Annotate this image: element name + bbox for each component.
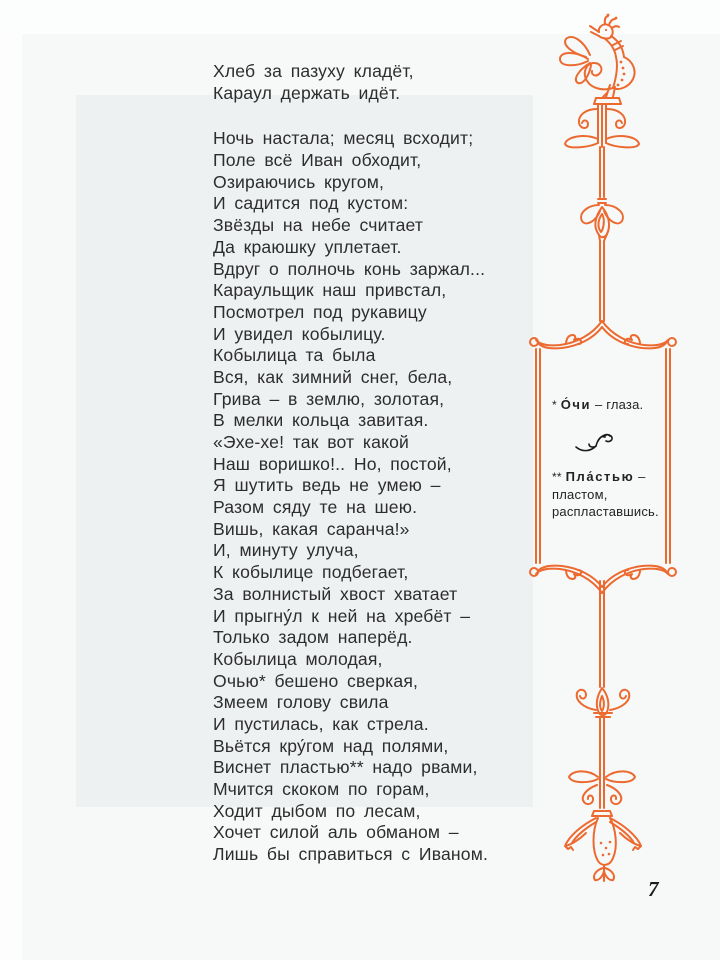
poem-column	[213, 61, 488, 866]
poem-line: Вся, как зимний снег, бела,	[213, 366, 453, 387]
poem-line: И прыгну́л к ней на хребёт –	[213, 605, 471, 626]
poem-line: Вьётся кру́гом над полями,	[213, 735, 449, 756]
bellflower-ornament-icon	[565, 811, 641, 881]
poem-line: Только задом наперёд.	[213, 627, 413, 648]
footnote-marker: *	[552, 398, 557, 412]
footnote-marker: **	[552, 470, 562, 484]
footnote-panel	[552, 396, 666, 520]
poem-line: Змеем голову свила	[213, 692, 389, 713]
page-edge-highlight	[0, 0, 22, 960]
poem-line: Хлеб за пазуху кладёт,	[213, 61, 414, 81]
fleur-ornament-icon	[577, 688, 630, 717]
poem-line: И пустилась, как стрела.	[213, 713, 429, 734]
poem-line: Караульщик наш привстал,	[213, 280, 447, 301]
poem-line: Разом сяду те на шею.	[213, 497, 418, 518]
poem-line: Виснет пластью** надо рвами,	[213, 757, 478, 778]
poem-line: Посмотрел под рукавицу	[213, 301, 427, 322]
footnote-definition: – глаза.	[594, 397, 644, 412]
poem-line: К кобылице подбегает,	[213, 562, 409, 583]
leaf-curl-ornament-icon	[569, 771, 635, 804]
footnote-term: Пла́стью	[565, 469, 635, 484]
poem-stanza	[213, 128, 488, 865]
poem-line: Грива – в землю, золотая,	[213, 388, 445, 409]
poem-line: Ночь настала; месяц всходит;	[213, 128, 474, 149]
poem-line: Мчится скоком по горам,	[213, 779, 430, 799]
footnote-term: О́чи	[560, 397, 592, 412]
footnote-entry	[552, 468, 666, 520]
poem-line: Караул держать идёт.	[213, 82, 401, 103]
poem-line: Лишь бы справиться с Иваном.	[213, 844, 489, 865]
poem-line: Кобылица та была	[213, 345, 376, 366]
poem-line: Да краюшку уплетает.	[213, 236, 402, 257]
poem-line: Вишь, какая саранча!»	[213, 518, 410, 539]
poem-line: За волнистый хвост хватает	[213, 583, 458, 604]
poem-line: Я шутить ведь не умею –	[213, 475, 441, 496]
poem-line: Вдруг о полночь конь заржал...	[213, 258, 486, 279]
poem-line: Звёзды на небе считает	[213, 215, 424, 236]
poem-line: Поле всё Иван обходит,	[213, 150, 422, 171]
footnote-definition: – пластом, распластавшись.	[552, 469, 659, 519]
poem-stanza	[213, 61, 488, 104]
poem-line: Очью* бешено сверкая,	[213, 670, 419, 691]
page-number: 7	[648, 877, 659, 901]
poem-line: Наш воришко!.. Но, постой,	[213, 453, 452, 474]
poem-line: И, минуту улуча,	[213, 540, 359, 561]
poem-line: Хочет силой аль обманом –	[213, 822, 459, 843]
firebird-icon	[560, 14, 635, 97]
poem-line: И увидел кобылицу.	[213, 323, 386, 344]
poem-line: «Эхе-хе! так вот какой	[213, 432, 410, 452]
bird-doodle-icon	[574, 429, 618, 455]
poem-line: В мелки кольца завитая.	[213, 410, 429, 431]
poem-line: Озираючись кругом,	[213, 171, 384, 192]
post-capital-ornament	[565, 98, 639, 147]
poem-line: И садится под кустом:	[213, 193, 409, 214]
poem-line: Кобылица молодая,	[213, 648, 383, 669]
tulip-ornament-icon	[581, 199, 623, 241]
footnote-entry	[552, 396, 666, 414]
poem-line: Ходит дыбом по лесам,	[213, 800, 421, 821]
